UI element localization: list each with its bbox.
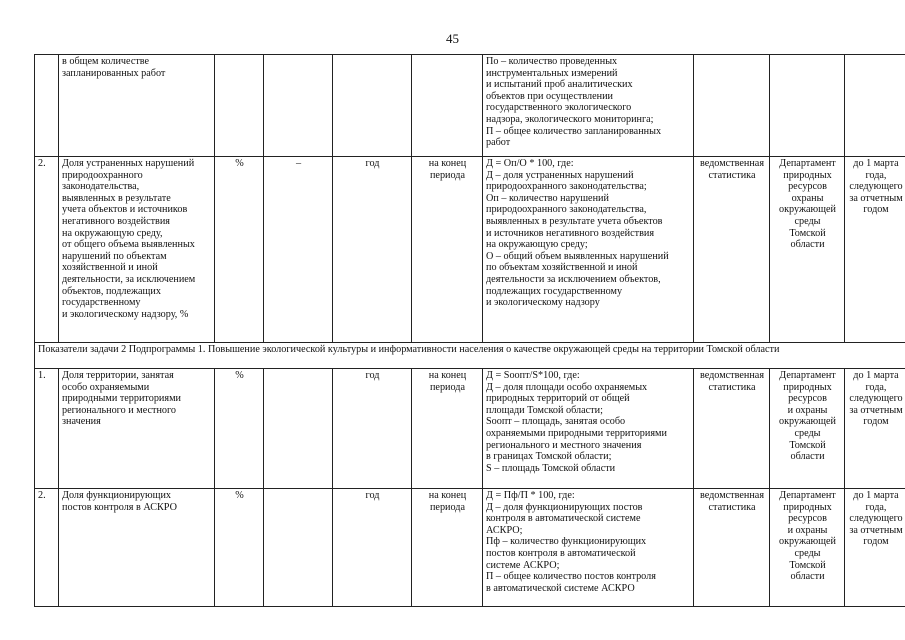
value-cell: [264, 369, 333, 489]
source-cell: ведомственная статистика: [694, 369, 770, 489]
indicator-name: Доля территории, занятая особо охраняемыми природными территориями регионального и местного значения: [59, 369, 215, 489]
deadline-cell: до 1 марта года, следующего за отчетным годом: [845, 369, 905, 489]
table-row: [35, 369, 905, 489]
row-number: 1.: [35, 369, 59, 489]
period-cell: год: [333, 489, 412, 607]
timing-cell: на конец периода: [412, 489, 483, 607]
table-row: [35, 157, 905, 343]
section-header: Показатели задачи 2 Подпрограммы 1. Повышение экологической культуры и информативности населения о качестве окружающей среды на территории Томской области: [35, 343, 905, 369]
value-cell: –: [264, 157, 333, 343]
timing-cell: на конец периода: [412, 157, 483, 343]
page-number: 45: [446, 31, 459, 46]
source-cell: ведомственная статистика: [694, 489, 770, 607]
formula-cell: Д = Sоопт/S*100, где: Д – доля площади особо охраняемых природных территорий от общей площади Томской области; Sоопт – площадь, занятая особо охраняемыми природными территориями регионального и местного значения в границах Томской области; S – площадь Томской области: [483, 369, 694, 489]
deadline-cell: до 1 марта года, следующего за отчетным годом: [845, 157, 905, 343]
table-row: [35, 489, 905, 607]
formula-cell: По – количество проведенных инструментальных измерений и испытаний проб аналитических объектов при осуществлении государственного экологического надзора, экологического мониторинга; П – общее количество запланированных работ: [483, 55, 694, 157]
deadline-cell: до 1 марта года, следующего за отчетным годом: [845, 489, 905, 607]
unit-cell: %: [215, 157, 264, 343]
period-cell: [333, 55, 412, 157]
timing-cell: [412, 55, 483, 157]
source-cell: ведомственная статистика: [694, 157, 770, 343]
responsible-cell: Департамент природных ресурсов и охраны окружающей среды Томской области: [770, 369, 845, 489]
row-number: 2.: [35, 157, 59, 343]
section-header-row: [35, 343, 905, 369]
indicator-name: Доля устраненных нарушений природоохранного законодательства, выявленных в результате учета объектов и источников негативного воздействия на окружающую среду, от общего объема выявленных нарушений по объектам хозяйственной и иной деятельности, за исключением объектов, подлежащих государственному и экологическому надзору, %: [59, 157, 215, 343]
indicator-name: в общем количестве запланированных работ: [59, 55, 215, 157]
deadline-cell: [845, 55, 905, 157]
value-cell: [264, 489, 333, 607]
row-number: [35, 55, 59, 157]
unit-cell: %: [215, 369, 264, 489]
responsible-cell: Департамент природных ресурсов и охраны окружающей среды Томской области: [770, 489, 845, 607]
source-cell: [694, 55, 770, 157]
indicator-name: Доля функционирующих постов контроля в АСКРО: [59, 489, 215, 607]
formula-cell: Д = Оп/О * 100, где: Д – доля устраненных нарушений природоохранного законодательства; Оп – количество нарушений природоохранного законодательства, выявленных в результате учета объектов и источников негативного воздействия на окружающую среду; О – общий объем выявленных нарушений по объектам хозяйственной и иной деятельности за исключением объектов, подлежащих государственному и экологическому надзору: [483, 157, 694, 343]
responsible-cell: [770, 55, 845, 157]
formula-cell: Д = Пф/П * 100, где: Д – доля функционирующих постов контроля в автоматической системе АСКРО; Пф – количество функционирующих постов контроля в автоматической системе АСКРО; П – общее количество постов контроля в автоматической системе АСКРО: [483, 489, 694, 607]
responsible-cell: Департамент природных ресурсов охраны окружающей среды Томской области: [770, 157, 845, 343]
indicators-table: [34, 54, 905, 607]
unit-cell: %: [215, 489, 264, 607]
table-row: [35, 55, 905, 157]
value-cell: [264, 55, 333, 157]
period-cell: год: [333, 157, 412, 343]
timing-cell: на конец периода: [412, 369, 483, 489]
row-number: 2.: [35, 489, 59, 607]
period-cell: год: [333, 369, 412, 489]
unit-cell: [215, 55, 264, 157]
